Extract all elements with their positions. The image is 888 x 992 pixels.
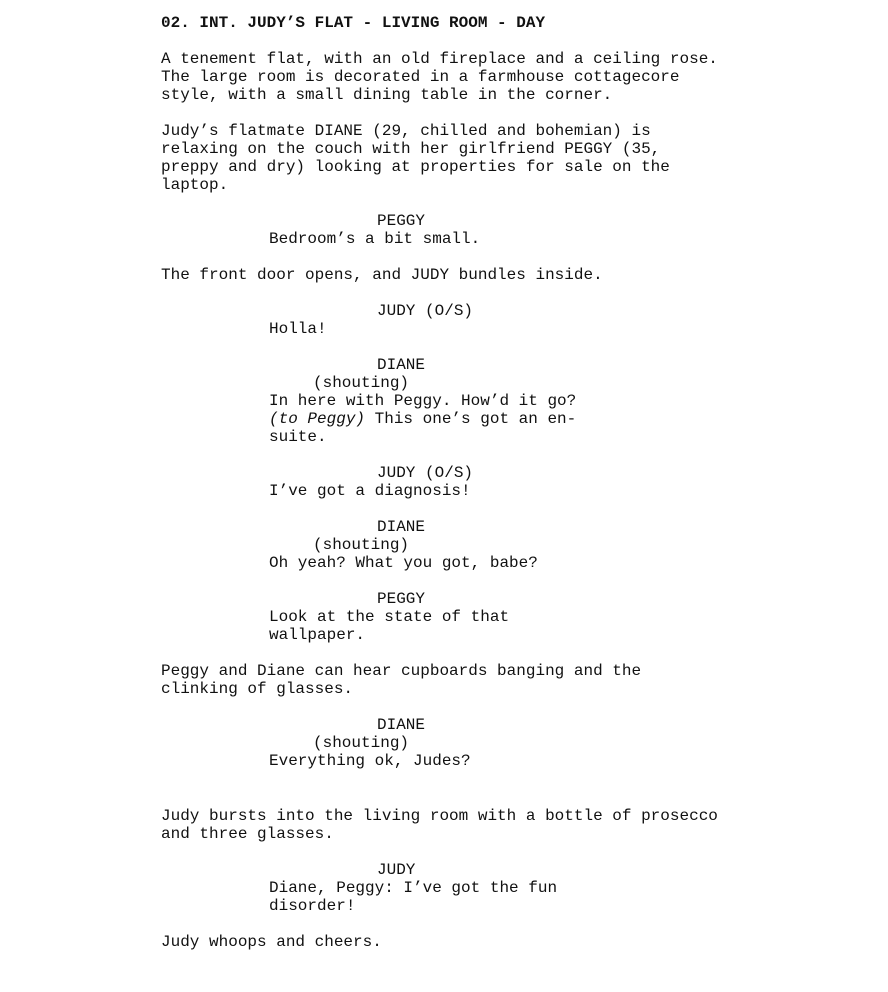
dialogue-line: Look at the state of that (269, 608, 510, 626)
dialogue-line: Everything ok, Judes? (269, 752, 471, 770)
dialogue-line: I’ve got a diagnosis! (269, 482, 471, 500)
scene-heading: 02. INT. JUDY’S FLAT - LIVING ROOM - DAY (161, 14, 546, 32)
character-cue: JUDY (O/S) (377, 302, 474, 320)
parenthetical: (shouting) (313, 536, 410, 554)
character-cue: JUDY (377, 861, 416, 879)
dialogue-line: Oh yeah? What you got, babe? (269, 554, 538, 572)
action-line: Judy whoops and cheers. (161, 933, 382, 951)
action-line: clinking of glasses. (161, 680, 354, 698)
action-line: The large room is decorated in a farmhouse cottagecore (161, 68, 680, 86)
character-cue: DIANE (377, 716, 426, 734)
action-line: and three glasses. (161, 825, 334, 843)
dialogue-line: suite. (269, 428, 327, 446)
dialogue-text: This one’s got an en- (365, 410, 577, 428)
character-cue: DIANE (377, 518, 426, 536)
action-line: laptop. (161, 176, 229, 194)
action-line: Judy’s flatmate DIANE (29, chilled and bohemian) is (161, 122, 651, 140)
action-line: Peggy and Diane can hear cupboards banging and the (161, 662, 642, 680)
action-line: Judy bursts into the living room with a bottle of prosecco (161, 807, 718, 825)
dialogue-line: In here with Peggy. How’d it go? (269, 392, 577, 410)
character-cue: PEGGY (377, 212, 426, 230)
action-line: The front door opens, and JUDY bundles inside. (161, 266, 603, 284)
action-line: style, with a small dining table in the corner. (161, 86, 613, 104)
action-line: relaxing on the couch with her girlfriend PEGGY (35, (161, 140, 661, 158)
character-cue: JUDY (O/S) (377, 464, 474, 482)
inline-parenthetical: (to Peggy) (269, 410, 366, 428)
dialogue-line: wallpaper. (269, 626, 366, 644)
parenthetical: (shouting) (313, 734, 410, 752)
character-cue: PEGGY (377, 590, 426, 608)
parenthetical: (shouting) (313, 374, 410, 392)
dialogue-line: disorder! (269, 897, 356, 915)
dialogue-line (269, 410, 576, 428)
dialogue-line: Diane, Peggy: I’ve got the fun (269, 879, 558, 897)
character-cue: DIANE (377, 356, 426, 374)
dialogue-line: Holla! (269, 320, 327, 338)
action-line: A tenement flat, with an old fireplace and a ceiling rose. (161, 50, 718, 68)
action-line: preppy and dry) looking at properties for sale on the (161, 158, 670, 176)
dialogue-line: Bedroom’s a bit small. (269, 230, 481, 248)
